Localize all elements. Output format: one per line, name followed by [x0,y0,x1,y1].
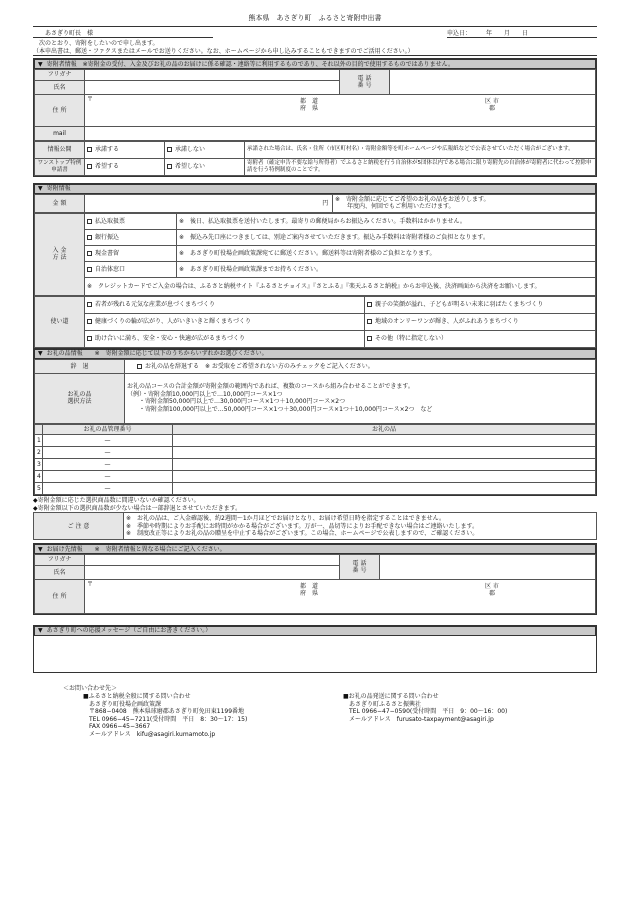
phone-label: 電 話 番 号 [340,70,390,95]
use-option[interactable]: 助け合いに満ち、安全・安心・快適が広がるまちづくり [85,330,365,347]
col-item-header: お礼の品 [173,424,596,435]
code-field[interactable]: — [43,435,173,447]
gift-section [33,349,597,497]
checkbox[interactable] [87,164,92,169]
delivery-section [33,543,597,615]
delivery-name-field[interactable] [85,565,340,579]
checkbox[interactable] [167,164,172,169]
item-field[interactable] [173,435,596,447]
intro-text: 次のとおり、寄附をしたいので申し出ます。 [39,40,159,48]
checkbox[interactable] [87,251,92,256]
payment-option[interactable]: 現金書留 [85,245,177,261]
payment-note: ※ 後日、払込取扱票を送付いたします。最寄りの郵便局からお振込みください。手数料はかかりません。 [177,213,596,229]
item-field[interactable] [173,471,596,483]
message-section [33,625,597,673]
gift-note-2: ◆寄附金額以下の選択商品数が少ない場合は一部辞退とさせていただきます。 [33,504,242,512]
amount-field[interactable] [85,194,319,212]
onestop-note: 寄附者（確定申告不要な給与所得者）でふるさと納税を行う自治体が5団体以内である場合に限り寄附先の自治体が寄附者に代わって控除申請を行う特例制度のことです。 [245,158,596,175]
use-option[interactable]: 地域のオンリーワンが輝き、人がふれあうまちづくり [365,313,596,330]
code-field[interactable]: — [43,459,173,471]
checkbox[interactable] [87,219,92,224]
mail-label: mail [35,126,85,140]
application-date-field[interactable]: 申込日： 年 月 日 [447,30,597,39]
checkbox[interactable] [87,319,92,324]
gift-decline-table [34,359,596,424]
code-field[interactable]: — [43,471,173,483]
code-field[interactable]: — [43,447,173,459]
contact-email: メールアドレス furusato-taxpayment@asagiri.jp [349,715,494,723]
contact-left: ■ふるさと納税全般に関する問い合わせ あさぎり町役場企画政策課 〒868−0408 熊本県球磨郡あさぎり町免田東1199番地 TEL 0966−45−7211(受付時間 平日 8：30〜17：15) FAX 0966−45−3667 メールアドレス kifu@asagiri.kumamoto.jp [83,693,343,738]
prefecture-label: 都 道 府 県 [300,582,319,598]
use-option[interactable]: 若者が残れる元気な産業が息づくまちづくり [85,296,365,313]
disclosure-agree-option[interactable]: 承諾する [85,141,165,158]
triangle-icon: ▼ [38,545,43,553]
decline-option[interactable]: お礼の品を辞退する ※ お受取をご希望されない方のみチェックをご記入ください。 [125,359,596,373]
checkbox[interactable] [87,235,92,240]
onestop-want-option[interactable]: 希望する [85,158,165,175]
gift-note-1: ◆寄附金額に応じた選択商品数に間違いないか確認ください。 [33,497,200,505]
checkbox[interactable] [87,267,92,272]
yen-label: 円 [319,194,333,212]
caution-table [33,512,597,540]
delivery-phone-field[interactable] [380,555,596,580]
payment-option[interactable]: 払込取扱票 [85,213,177,229]
use-option[interactable]: 親子の笑顔が溢れ、子どもが明るい未来に羽ばたくまちづくり [365,296,596,313]
checkbox[interactable] [137,364,142,369]
donor-section-header: ▼ 寄附者情報 ※寄附金の受付、入金及びお礼の品のお届けに係る確認・連絡等に利用するものであり、それ以外の目的で使用するものではありません。 [34,59,596,69]
contact-right: ■お礼の品発送に関する問い合わせ あさぎり町ふるさと振興社 TEL 0966−47−0590(受付時間 平日 9：00〜16：00) メールアドレス furusato-taxpayment@asagiri.jp [343,693,573,738]
message-section-header: ▼ あさぎり町への応援メッセージ（ご自由にお書きください。） [34,626,596,636]
table-row: 5 — [35,483,596,495]
contact-title: ＜お問い合わせ先＞ [63,684,118,692]
triangle-icon: ▼ [38,185,43,192]
payment-method-label: 入 金 方 法 [35,213,85,295]
checkbox[interactable] [367,302,372,307]
item-field[interactable] [173,447,596,459]
use-label: 使い道 [35,296,85,347]
address-label: 住 所 [35,94,85,126]
payment-note: ※ 振込み先口座につきましては、別途ご案内させていただきます。振込み手数料は寄附者様のご負担となります。 [177,229,596,245]
table-row: 4 — [35,471,596,483]
document-title: 熊本県 あさぎり町 ふるさと寄附申出書 [248,14,382,22]
item-field[interactable] [173,483,596,495]
prefecture-label: 都 道 府 県 [300,97,319,113]
donor-table [34,69,596,141]
payment-note: ※ あさぎり町役場企画政策課までお持ちください。 [177,261,596,277]
payment-option[interactable]: 自治体窓口 [85,261,177,277]
delivery-name-label: 氏名 [35,565,85,579]
mail-field[interactable] [85,126,596,140]
checkbox[interactable] [367,319,372,324]
triangle-icon: ▼ [38,627,43,634]
delivery-table [34,554,596,614]
phone-field[interactable] [390,70,596,95]
delivery-section-header: ▼ お届け先情報 ※ 寄附者情報と異なる場合にご記入ください。 [34,544,596,554]
credit-card-note: ※ クレジットカードでご入金の場合は、ふるさと納税サイト『ふるさとチョイス』『さとふる』『楽天ふるさと納税』からお申込後、決済画面から決済をお願いします。 [85,277,596,295]
form-page [33,14,597,738]
delivery-address-label: 住 所 [35,579,85,613]
name-label: 氏名 [35,80,85,94]
caution-text: ※ お礼の品は、ご入金確認後、約2週間〜1か月ほどでお届けとなり、お届け希望日時を指定することはできません。 ※ 季節や時期によりお手配にお時間がかかる場合がございます。万が一、品切等によりお手配できない場合はご連絡いたします。 ※ 制度改正等によりお礼の品の贈呈を中止する場合がございます。この場合、ホームページで公表しますので、ご確認ください。 [124,513,597,540]
disclosure-disagree-option[interactable]: 承諾しない [165,141,245,158]
checkbox[interactable] [87,147,92,152]
method-text: お礼の品コースの合計金額が寄附金額の範囲内であれば、複数のコースから組み合わせることができます。 （例）・寄附金額10,000円以上で…10,000円コース×1つ ・寄附金額50,000円以上で…30,000円コース×1つ＋10,000円コース×2つ ・寄附金額100,000円以上で…50,000円コース×1つ＋30,000円コース×1つ＋10,000円コース×2つ など [125,373,596,423]
use-option[interactable]: 健康づくりの輪が広がり、人がいきいきと輝くまちづくり [85,313,365,330]
disclosure-label: 情報公開 [35,141,85,158]
disclosure-note: 承諾された場合は、氏名・住所（市区町村名）・寄附金額等を町ホームページや広報紙などで公表させていただく場合がございます。 [245,141,596,158]
furigana-field[interactable] [85,70,340,81]
gift-section-header: ▼ お礼の品情報 ※ 寄附金額に応じて以下のうちからいずれかお選びください。 [34,349,596,359]
code-field[interactable]: — [43,483,173,495]
gift-items-table [34,424,596,496]
name-field[interactable] [85,80,340,94]
decline-label: 辞 退 [35,359,125,373]
amount-table [34,194,596,213]
city-label: 区 市 郡 [485,582,499,598]
address-field[interactable] [85,94,596,126]
checkbox[interactable] [87,336,92,341]
furigana-label: フリガナ [35,70,85,81]
delivery-furigana-label: フリガナ [35,555,85,566]
payment-note: ※ あさぎり町役場企画政策課宛てに郵送ください。郵送料等は寄附者様のご負担となります。 [177,245,596,261]
delivery-phone-label: 電 話 番 号 [340,555,380,580]
table-row: 3 — [35,459,596,471]
postal-mark: 〒 [87,580,94,588]
delivery-address-field[interactable] [85,579,596,613]
intro-note: （本申出書は、郵送・ファクスまたはメールでお送りください。なお、ホームページから申し込みすることもできますのでご活用ください。） [33,48,597,57]
triangle-icon: ▼ [38,60,43,68]
message-field[interactable] [34,636,596,672]
use-table [34,296,596,348]
donation-section [33,183,597,349]
payment-option[interactable]: 銀行振込 [85,229,177,245]
delivery-furigana-field[interactable] [85,555,340,566]
table-row: 2 — [35,447,596,459]
checkbox[interactable] [167,147,172,152]
postal-mark: 〒 [87,95,94,103]
amount-label: 金 額 [35,194,85,212]
donor-section [33,58,597,177]
addressee: あさぎり町長 様 [33,30,213,39]
contact-email: メールアドレス kifu@asagiri.kumamoto.jp [89,730,216,738]
amount-note: ※ 寄附金額に応じてご希望のお礼の品をお送りします。 年度内、何回でもご利用いただけます。 [333,194,596,212]
caution-label: ご 注 意 [34,513,124,540]
use-option[interactable]: その他（特に指定しない） [365,330,596,347]
table-row: 1 — [35,435,596,447]
checkbox[interactable] [87,302,92,307]
city-label: 区 市 郡 [485,97,499,113]
options-table [34,141,596,176]
method-label: お礼の品 選択方法 [35,373,125,423]
onestop-not-want-option[interactable]: 希望しない [165,158,245,175]
checkbox[interactable] [367,336,372,341]
donation-section-header: ▼ 寄附情報 [34,184,596,194]
payment-table [34,213,596,296]
triangle-icon: ▼ [38,350,43,357]
onestop-label: ワンストップ特例申請書 [35,158,85,175]
item-field[interactable] [173,459,596,471]
col-code-header: お礼の品管理番号 [43,424,173,435]
